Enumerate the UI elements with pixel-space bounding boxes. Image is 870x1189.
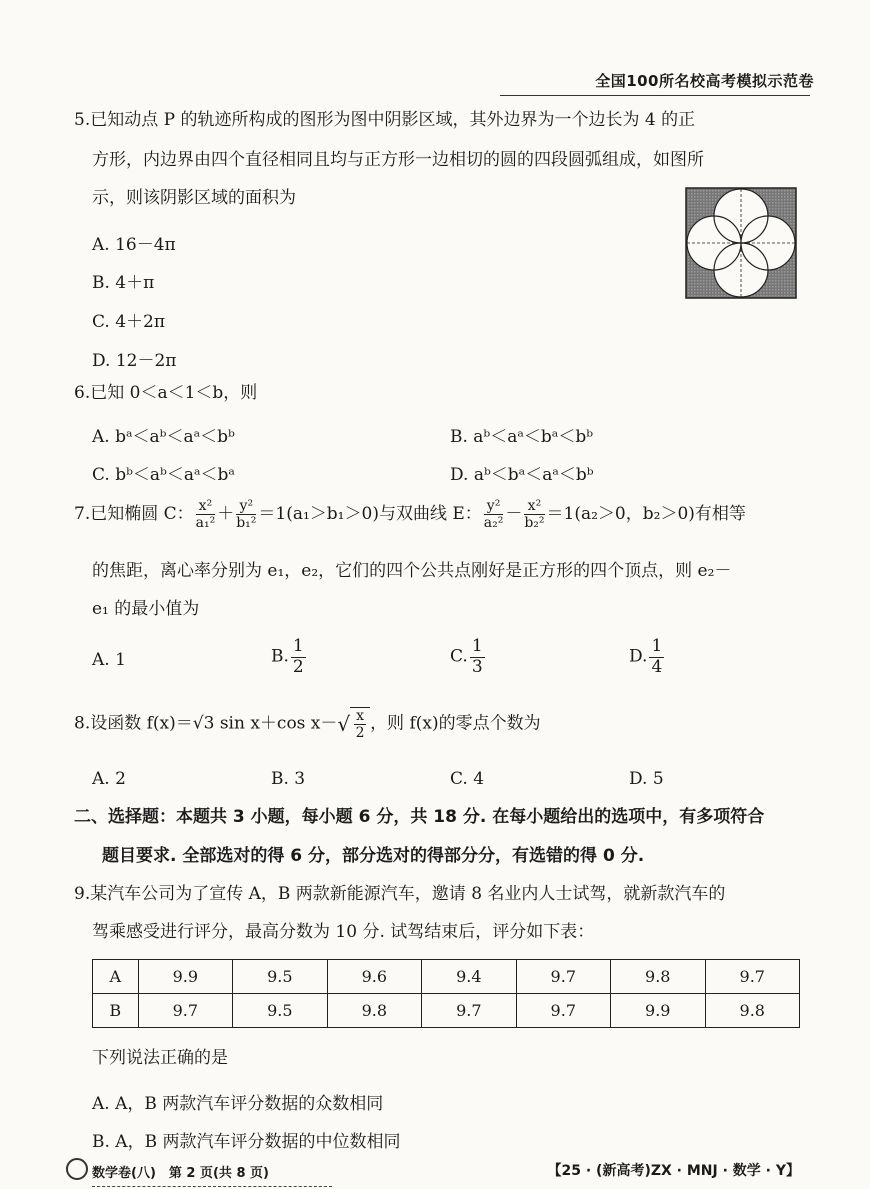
q7-option-b: [271, 637, 308, 677]
q7-mid: ＝1(a₁＞b₁＞0)与双曲线 E：: [258, 504, 482, 525]
q9-option-b: B. A，B 两款汽车评分数据的中位数相同: [92, 1132, 401, 1152]
q7-stem-line3: e₁ 的最小值为: [92, 599, 200, 619]
frac-den: 3: [471, 656, 483, 677]
q8-sqrt: [350, 707, 370, 741]
q5-stem-line2: 方形，内边界由四个直径相同且均与正方形一边相切的圆的四段圆弧组成，如图所: [92, 150, 704, 170]
table-cell: 9.7: [138, 994, 232, 1028]
q9-stem-line1: 9.某汽车公司为了宣传 A，B 两款新能源汽车，邀请 8 名业内人士试驾，就新款汽车的: [74, 884, 726, 904]
frac-num: y²: [484, 498, 504, 515]
header-rule: [500, 95, 810, 96]
q6-option-c: C. bᵇ＜aᵇ＜aᵃ＜bᵃ: [92, 465, 235, 485]
sqrt-sign: √: [337, 712, 351, 737]
q8-option-a: A. 2: [92, 769, 126, 789]
q7-frac-x2-b2: [524, 498, 544, 531]
q7-minus: －: [505, 504, 523, 525]
q8-prefix: 8.设函数 f(x)＝√3 sin x＋cos x－: [74, 713, 338, 734]
table-cell: 9.9: [611, 994, 705, 1028]
table-cell: 9.6: [327, 960, 421, 994]
frac-num: y²: [236, 498, 256, 515]
q7-frac-y2-b1: [236, 498, 256, 531]
q5-option-d: D. 12－2π: [92, 351, 177, 371]
frac-den: a₂²: [483, 515, 504, 532]
frac-den: b₂²: [524, 515, 545, 532]
table-cell: 9.9: [138, 960, 232, 994]
footer-exam-code: 【25 · (新高考)ZX · MNJ · 数学 · Y】: [547, 1163, 800, 1179]
table-cell: 9.5: [233, 960, 327, 994]
section2-heading-line1: 二、选择题：本题共 3 小题，每小题 6 分，共 18 分. 在每小题给出的选项中，有多项符合: [74, 807, 765, 827]
q9-prompt: 下列说法正确的是: [92, 1048, 228, 1068]
table-row: [93, 994, 800, 1028]
series-title: 全国100所名校高考模拟示范卷: [595, 72, 814, 90]
q8-option-c: C. 4: [450, 769, 485, 789]
q7-frac-x2-a1: [196, 498, 216, 531]
q7-suffix: ＝1(a₂＞0，b₂＞0)有相等: [546, 504, 746, 525]
q6-option-d: D. aᵇ＜bᵃ＜aᵃ＜bᵇ: [450, 465, 594, 485]
q5-stem-line3: 示，则该阴影区域的面积为: [92, 188, 296, 208]
publisher-logo-icon: [66, 1158, 88, 1180]
q8-stem: [74, 707, 541, 741]
footer-page-info: 数学卷(八) 第 2 页(共 8 页): [92, 1166, 269, 1181]
table-cell: A: [93, 960, 139, 994]
option-frac: [649, 637, 664, 677]
frac-num: x: [356, 708, 365, 724]
q9-stem-line2: 驾乘感受进行评分，最高分数为 10 分. 试驾结束后，评分如下表：: [92, 922, 595, 942]
table-cell: 9.5: [233, 994, 327, 1028]
q5-option-b: B. 4＋π: [92, 273, 155, 293]
q8-frac-x-2: [354, 708, 366, 741]
table-cell: 9.7: [705, 960, 800, 994]
frac-den: a₁²: [195, 515, 216, 532]
frac-den: 4: [651, 656, 663, 677]
table-cell: 9.8: [611, 960, 705, 994]
table-cell: 9.8: [705, 994, 800, 1028]
q7-option-c: [450, 637, 487, 677]
q7-stem-line2: 的焦距，离心率分别为 e₁，e₂，它们的四个公共点刚好是正方形的四个顶点，则 e₂－: [92, 561, 732, 581]
footer-wavy-underline: [92, 1182, 332, 1187]
q9-score-table: [92, 959, 800, 1028]
table-cell: 9.4: [422, 960, 516, 994]
frac-num: 1: [651, 636, 663, 656]
section2-heading-line2: 题目要求. 全部选对的得 6 分，部分选对的得部分分，有选错的得 0 分.: [102, 846, 645, 866]
frac-den: 2: [355, 725, 365, 742]
table-cell: 9.7: [516, 960, 610, 994]
q8-suffix: ，则 f(x)的零点个数为: [370, 713, 541, 734]
q6-stem: 6.已知 0＜a＜1＜b，则: [74, 383, 258, 403]
table-cell: B: [93, 994, 139, 1028]
frac-num: x²: [196, 498, 216, 515]
q7-plus: ＋: [217, 504, 235, 525]
option-label: B.: [271, 646, 289, 667]
q7-stem-line1: [74, 498, 746, 531]
q7-option-a: A. 1: [92, 650, 126, 670]
option-frac: [291, 637, 306, 677]
q5-option-c: C. 4＋2π: [92, 312, 166, 332]
frac-num: 1: [471, 636, 483, 656]
q7-prefix: 7.已知椭圆 C：: [74, 504, 194, 525]
q5-option-a: A. 16－4π: [92, 235, 176, 255]
frac-num: 1: [292, 636, 304, 656]
table-cell: 9.7: [516, 994, 610, 1028]
q9-option-a: A. A，B 两款汽车评分数据的众数相同: [92, 1094, 384, 1114]
frac-num: x²: [524, 498, 544, 515]
q5-figure-shaded-region: [685, 187, 797, 299]
frac-den: b₁²: [236, 515, 257, 532]
frac-den: 2: [292, 656, 304, 677]
table-cell: 9.8: [327, 994, 421, 1028]
option-label: C.: [450, 646, 468, 667]
table-row: [93, 960, 800, 994]
option-frac: [470, 637, 485, 677]
option-label: D.: [629, 646, 648, 667]
q6-option-b: B. aᵇ＜aᵃ＜bᵃ＜bᵇ: [450, 427, 594, 447]
q8-option-d: D. 5: [629, 769, 664, 789]
q5-stem-line1: 5.已知动点 P 的轨迹所构成的图形为图中阴影区域，其外边界为一个边长为 4 的正: [74, 110, 696, 130]
q6-option-a: A. bᵃ＜aᵇ＜aᵃ＜bᵇ: [92, 427, 235, 447]
q8-option-b: B. 3: [271, 769, 306, 789]
q7-option-d: [629, 637, 666, 677]
table-cell: 9.7: [422, 994, 516, 1028]
q7-frac-y2-a2: [484, 498, 504, 531]
